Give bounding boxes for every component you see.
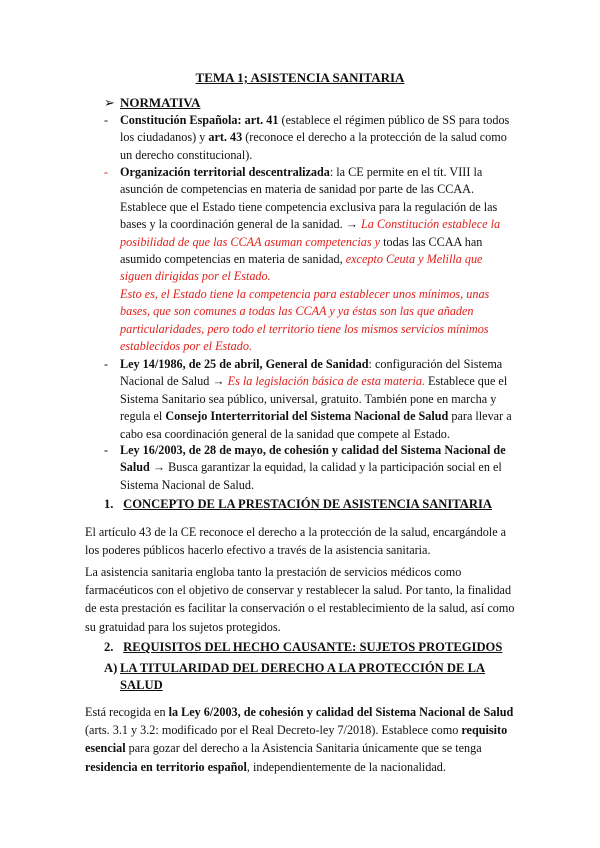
section-title: CONCEPTO DE LA PRESTACIÓN DE ASISTENCIA SANITARIA [123,497,492,511]
body-text: : configuración del Sistema Nacional de Salud → [120,357,503,389]
bold-text: Constitución Española: art. 41 [120,113,279,127]
list-dash: - [104,357,109,371]
subsection-a-heading [104,660,524,694]
normativa-label: NORMATIVA [120,95,201,110]
highlighted-note: La Constitución establece la posibilidad de que las CCAA asuman competencias y [120,217,501,249]
paragraph-articulo-43: El artículo 43 de la CE reconoce el derecho a la protección de la salud, encargándole a los poderes públicos hacerlo efectivo a través de la asistencia sanitaria. [85,525,507,558]
normativa-item-ley-14-1986 [104,356,514,443]
body-text: → Busca garantizar la equidad, la calidad y la participación social en el Sistema Nacional de Salud. [120,460,502,492]
body-text: para gozar del derecho a la Asistencia Sanitaria únicamente que se tenga [125,741,482,756]
subsection-title: LA TITULARIDAD DEL DERECHO A LA PROTECCIÓN DE LA SALUD [120,661,486,692]
item-text [120,442,514,494]
section-number: 1. [104,497,114,511]
body-text: (arts. 3.1 y 3.2: modificado por el Real Decreto-ley 7/2018). Establece como [85,723,462,738]
paragraph-ley-6-2003 [85,703,515,776]
bold-text: la Ley 6/2003, de cohesión y calidad del Sistema Nacional de Salud [168,705,514,719]
body-text: todas las CCAA han asumido competencias en materia de sanidad, [120,234,483,267]
bold-text: Organización territorial descentralizada [120,165,330,179]
bold-text: requisito esencial [85,723,508,756]
normativa-heading [104,95,200,111]
highlighted-note: excepto Ceuta y Melilla que siguen dirigidas por el Estado. [120,252,483,284]
body-text: para llevar a cabo esa coordinación general de la sanidad que compete al Estado. [120,409,512,441]
bold-text: art. 43 [208,130,243,145]
bold-text: Consejo Interterritorial del Sistema Nacional de Salud [165,409,449,424]
body-text: Está recogida en [85,705,169,719]
bold-text: residencia en territorio español [85,759,247,774]
body-text: : la CE permite en el tít. VIII la asunción de competencias en materia de sanidad por parte de las CCAA. Establece que el Estado tiene competencia exclusiva para la regulación de las bases y la coordinación general de la sanidad. → [120,165,498,232]
body-text: , independientemente de la nacionalidad. [246,759,446,774]
bold-text: Ley 16/2003, de 28 de mayo, de cohesión y calidad del Sistema Nacional de Salud [120,443,506,475]
bold-text: Ley 14/1986, de 25 de abril, General de Sanidad [120,357,369,371]
arrow-bullet-icon: ➢ [104,95,115,110]
highlighted-note: Es la legislación básica de esta materia. [227,374,425,389]
body-text: Establece que el Sistema Sanitario sea público, universal, gratuito. También pone en marcha y regula el [120,374,508,424]
body-text: (reconoce el derecho a la protección de la salud como un derecho constitucional). [120,130,507,162]
normativa-item-organizacion [104,164,514,355]
highlighted-note: Esto es, el Estado tiene la competencia para establecer unos mínimos, unas bases, que son comunes a todas las CCAA y ya éstas son las que añaden particularidades, pero todo el territorio tiene los mismos servicios mínimos establecidos por el Estado. [120,286,490,354]
section-number: 2. [104,640,114,654]
list-dash: - [104,443,109,457]
normativa-item-constitucion [104,112,514,164]
section-2-heading [104,640,502,655]
list-dash: - [104,113,109,127]
body-text: (establece el régimen público de SS para todos los ciudadanos) y [120,113,510,145]
normativa-item-ley-16-2003 [104,442,514,494]
section-title: REQUISITOS DEL HECHO CAUSANTE: SUJETOS PROTEGIDOS [123,640,503,654]
item-text [120,164,514,355]
paragraph-asistencia-sanitaria: La asistencia sanitaria engloba tanto la prestación de servicios médicos como farmacéuticos con el objetivo de conservar y restablecer la salud. Por tanto, la finalidad de esta prestación es facilitar la conservación o el restablecimiento de la salud, así como su gratuidad para los sujetos protegidos. [85,565,515,634]
list-dash: - [104,165,109,179]
item-text [120,356,514,443]
section-1-heading [104,497,492,512]
item-text [120,112,514,164]
subsection-letter: A) [104,661,118,675]
document-title: TEMA 1; ASISTENCIA SANITARIA [195,70,405,85]
